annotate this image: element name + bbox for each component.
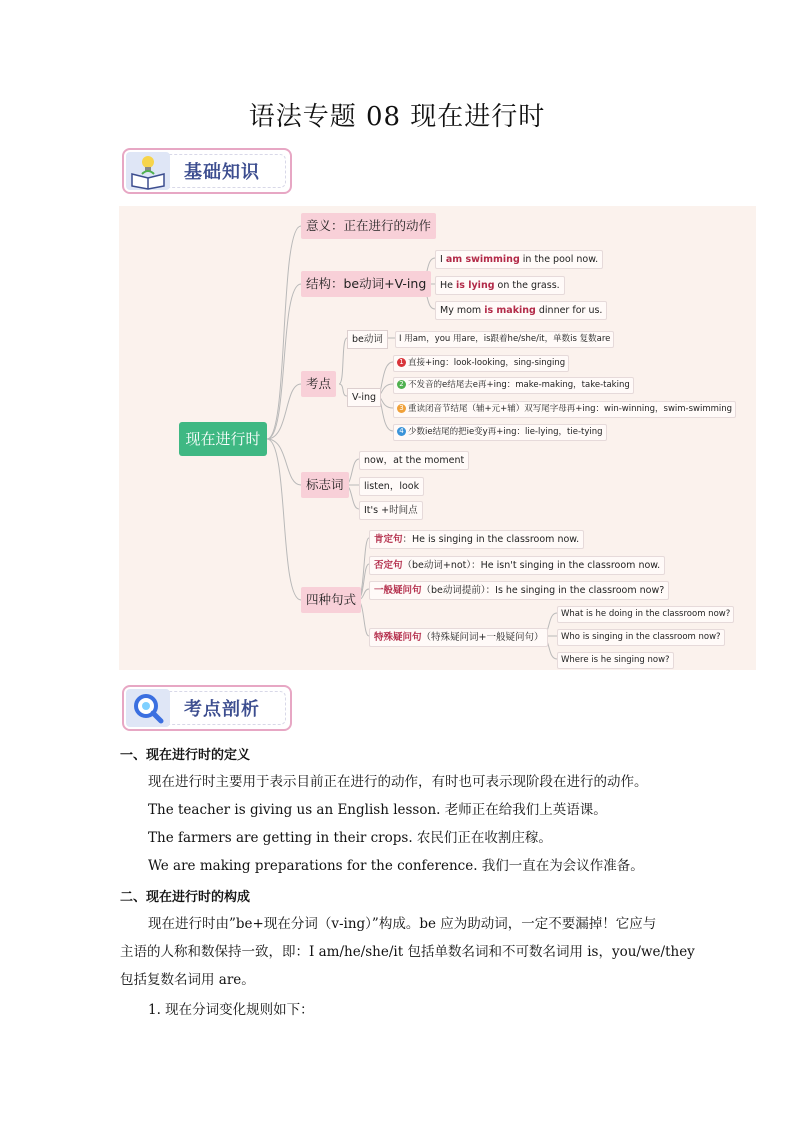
book-lightbulb-icon — [126, 152, 170, 190]
structure-example: I am swimming in the pool now. — [435, 250, 603, 269]
be-verb-node: be动词 — [347, 330, 388, 349]
signal-word: now，at the moment — [359, 451, 469, 470]
section-two-line: 现在进行时由”be+现在分词（v-ing）”构成。be 应为助动词，一定不要漏掉！它应与 — [148, 916, 657, 932]
branch-points: 考点 — [301, 371, 336, 397]
number-three-icon: 3 — [397, 404, 406, 413]
basics-label: 基础知识 — [184, 162, 260, 183]
branch-meaning: 意义：正在进行的动作 — [301, 213, 436, 239]
section-two-line: 1. 现在分词变化规则如下： — [148, 1002, 314, 1018]
branch-signals: 标志词 — [301, 472, 349, 498]
signal-word: It's +时间点 — [359, 501, 423, 520]
basics-badge — [122, 148, 292, 194]
section-one-heading: 一、现在进行时的定义 — [120, 748, 251, 763]
special-question-example: What is he doing in the classroom now? — [557, 606, 734, 623]
section-two-line: 包括复数名词用 are。 — [120, 972, 255, 988]
page-title: 语法专题 08 现在进行时 — [248, 102, 546, 132]
ving-rule: 4 少数ie结尾的把ie变y再+ing：lie-lying，tie-tying — [393, 424, 607, 441]
number-one-icon: 1 — [397, 358, 406, 367]
magnifier-icon — [126, 689, 170, 727]
section-two-heading: 二、现在进行时的构成 — [120, 890, 251, 905]
special-question: 特殊疑问句（特殊疑问词+一般疑问句） — [369, 628, 548, 647]
number-four-icon: 4 — [397, 427, 406, 436]
ving-rule: 2 不发音的e结尾去e再+ing：make-making，take-taking — [393, 377, 634, 394]
ving-node: V-ing — [347, 388, 381, 407]
section-one-line: The teacher is giving us an English lesson. 老师正在给我们上英语课。 — [148, 802, 607, 818]
section-one-line: We are making preparations for the conference. 我们一直在为会议作准备。 — [148, 858, 644, 874]
analysis-badge — [122, 685, 292, 731]
structure-example: My mom is making dinner for us. — [435, 301, 607, 320]
ving-rule: 3 重读闭音节结尾（辅+元+辅）双写尾字母再+ing：win-winning，swim-swimming — [393, 401, 736, 418]
ving-rule: 1 直接+ing：look-looking，sing-singing — [393, 355, 569, 372]
affirmative-sentence: 肯定句：He is singing in the classroom now. — [369, 530, 584, 549]
special-question-example: Who is singing in the classroom now? — [557, 629, 725, 646]
yes-no-question: 一般疑问句（be动词提前）：Is he singing in the classroom now? — [369, 581, 669, 600]
section-two-line: 主语的人称和数保持一致，即：I am/he/she/it 包括单数名词和不可数名词用 is，you/we/they — [120, 944, 695, 960]
mind-map-center: 现在进行时 — [179, 422, 267, 456]
branch-structure: 结构：be动词+V-ing — [301, 271, 431, 297]
negative-sentence: 否定句（be动词+not）：He isn't singing in the classroom now. — [369, 556, 665, 575]
be-verb-rule: I 用am，you 用are，is跟着he/she/it，单数is 复数are — [395, 331, 614, 348]
special-question-example: Where is he singing now? — [557, 652, 674, 669]
number-two-icon: 2 — [397, 380, 406, 389]
branch-four-sentence-types: 四种句式 — [301, 587, 361, 613]
section-one-line: The farmers are getting in their crops. 农民们正在收割庄稼。 — [148, 830, 552, 846]
signal-word: listen，look — [359, 477, 424, 496]
structure-example: He is lying on the grass. — [435, 276, 565, 295]
analysis-label: 考点剖析 — [184, 699, 260, 720]
section-one-line: 现在进行时主要用于表示目前正在进行的动作，有时也可表示现阶段在进行的动作。 — [148, 774, 648, 790]
mind-map — [119, 206, 756, 670]
